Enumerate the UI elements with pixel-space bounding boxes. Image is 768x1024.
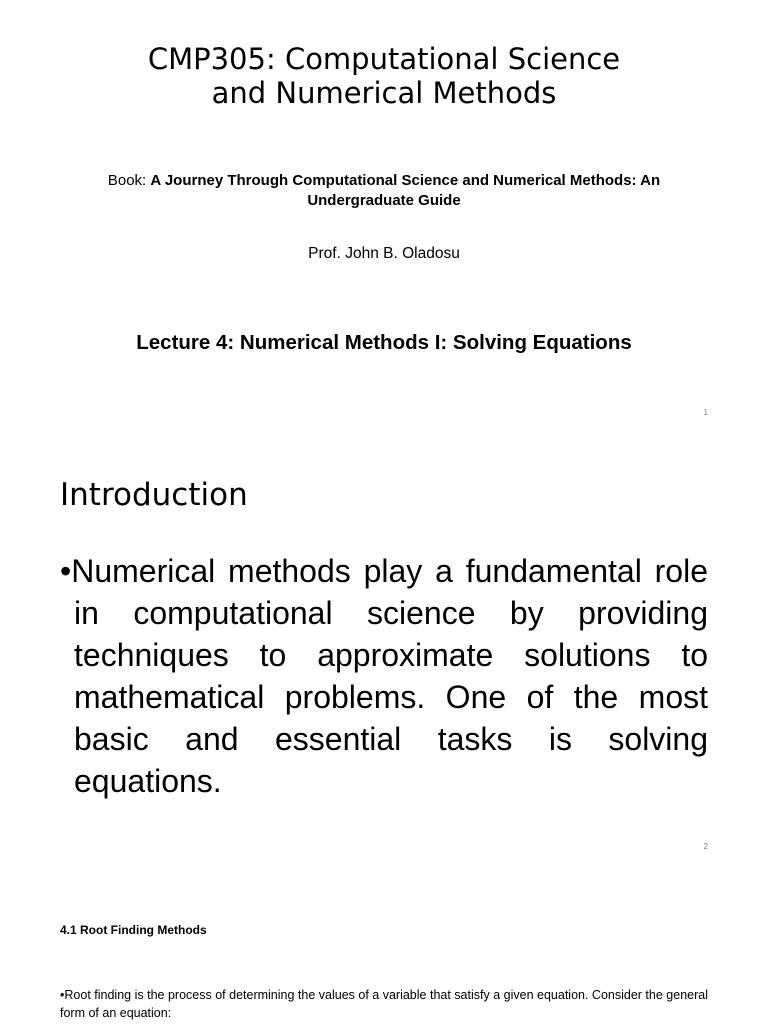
bullet-paragraph: [60, 986, 708, 1022]
bullet-symbol: •: [60, 988, 65, 1002]
book-title: A Journey Through Computational Science and Numerical Methods: An Undergraduate Guide: [150, 172, 661, 209]
section-heading: Introduction: [60, 477, 248, 513]
lecture-title: Lecture 4: Numerical Methods I: Solving Equations: [136, 331, 632, 354]
author-name: Prof. John B. Oladosu: [308, 245, 460, 262]
slide-2-introduction: [0, 434, 768, 868]
bullet-symbol: •: [60, 553, 72, 589]
course-title: CMP305: Computational Science and Numerical Methods: [147, 42, 621, 110]
page-number: 1: [703, 408, 708, 417]
bullet-text: Root finding is the process of determining the values of a variable that satisfy a given equation. Consider the general form of an equation:: [60, 988, 708, 1020]
book-label: Book:: [107, 172, 151, 189]
slide-3-root-finding: [0, 868, 768, 1024]
bullet-paragraph: [60, 550, 708, 802]
subsection-heading: 4.1 Root Finding Methods: [60, 923, 207, 937]
page-number: 2: [703, 842, 708, 851]
slide-1-title: [0, 0, 768, 434]
book-reference: [90, 171, 678, 211]
bullet-text: Numerical methods play a fundamental role in computational science by providing techniques to approximate solutions to mathematical problems. One of the most basic and essential tasks is solving equations.: [71, 553, 708, 799]
